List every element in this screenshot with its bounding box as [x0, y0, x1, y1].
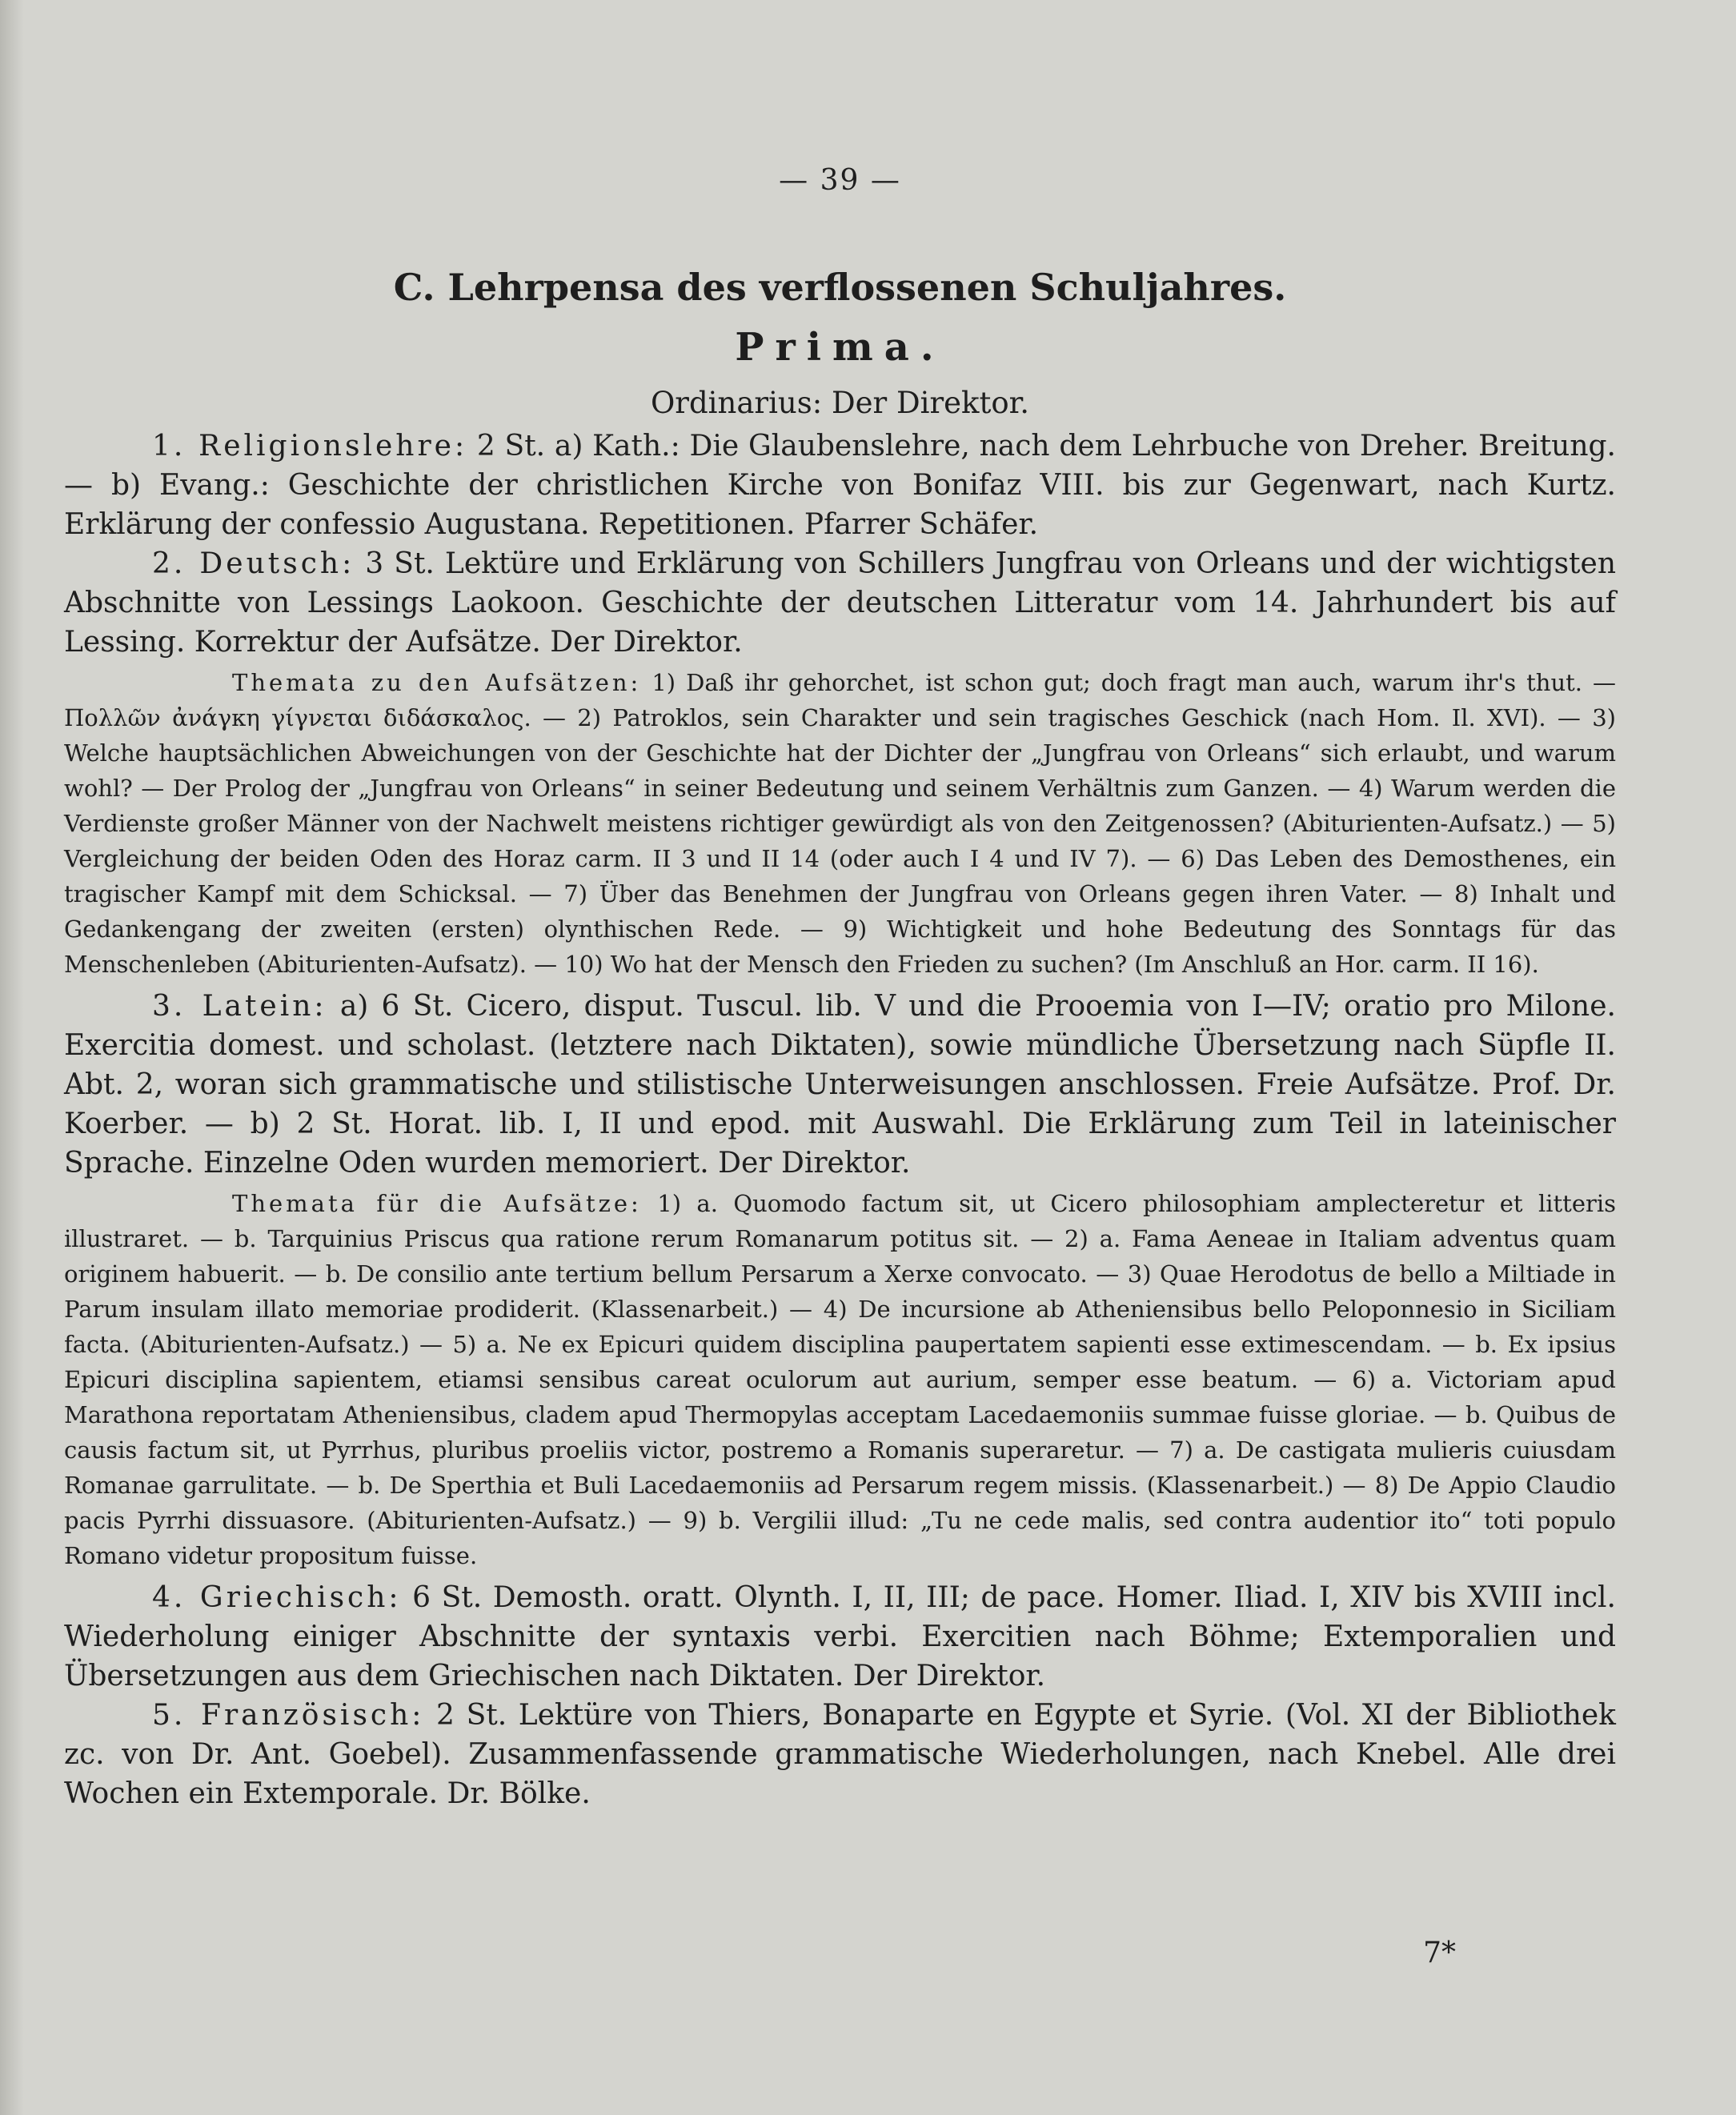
subject-latein: [64, 987, 1616, 1183]
subject-label: 3. Latein:: [152, 990, 327, 1023]
themata-deutsch: [64, 665, 1616, 982]
themata-label: Themata für die Aufsätze:: [232, 1190, 642, 1217]
subject-franzoesisch: [64, 1696, 1616, 1813]
class-heading: Prima.: [735, 325, 945, 370]
themata-label: Themata zu den Aufsätzen:: [232, 669, 642, 696]
subject-griechisch: [64, 1578, 1616, 1696]
themata-text: 1) Daß ihr gehorchet, ist schon gut; doch fragt man auch, warum ihr's thut. — Πολλῶν ἀνάγκη γίγνεται διδάσκαλος. — 2) Patroklos, sein Charakter und sein tragisches Geschick (nach Hom. Il. XVI). — 3) Welche hauptsächlichen Abweichungen von der Geschichte hat der Dichter der „Jungfrau von Orleans“ sich erlaubt, und warum wohl? — Der Prolog der „Jungfrau von Orleans“ in seiner Bedeutung und seinem Verhältnis zum Ganzen. — 4) Warum werden die Verdienste großer Männer von der Nachwelt meistens richtiger gewürdigt als von den Zeitgenossen? (Abiturienten-Aufsatz.) — 5) Vergleichung der beiden Oden des Horaz carm. II 3 und II 14 (oder auch I 4 und IV 7). — 6) Das Leben des Demosthenes, ein tragischer Kampf mit dem Schicksal. — 7) Über das Benehmen der Jungfrau von Orleans gegen ihren Vater. — 8) Inhalt und Gedankengang der zweiten (ersten) olynthischen Rede. — 9) Wichtigkeit und hohe Bedeutung des Sonntags für das Menschenleben (Abiturienten-Aufsatz). — 10) Wo hat der Mensch den Frieden zu suchen? (Im Anschluß an Hor. carm. II 16).: [64, 669, 1617, 978]
subject-label: 2. Deutsch:: [152, 547, 355, 580]
subject-text: 3 St. Lektüre und Erklärung von Schillers Jungfrau von Orleans und der wichtigsten Abschnitte von Lessings Laokoon. Geschichte der deutschen Litteratur vom 14. Jahrhundert bis auf Lessing. Korrektur der Aufsätze. Der Direktor.: [64, 547, 1617, 659]
subject-religion: [64, 427, 1616, 544]
subject-text: 2 St. Lektüre von Thiers, Bonaparte en Egypte et Syrie. (Vol. XI der Bibliothek zc. von Dr. Ant. Goebel). Zusammenfassende grammatische Wiederholungen, nach Knebel. Alle drei Wochen ein Extemporale. Dr. Bölke.: [64, 1699, 1616, 1810]
signature-mark: 7*: [1423, 1937, 1456, 1969]
page-number: — 39 —: [779, 164, 901, 197]
subject-text: 2 St. a) Kath.: Die Glaubenslehre, nach dem Lehrbuche von Dreher. Breitung. — b) Evang.: Geschichte der christlichen Kirche von Bonifaz VIII. bis zur Gegenwart, nach Kurtz. Erklärung der confessio Augustana. Repetitionen. Pfarrer Schäfer.: [64, 430, 1616, 541]
subject-text: 6 St. Demosth. oratt. Olynth. I, II, III; de pace. Homer. Iliad. I, XIV bis XVIII incl. Wiederholung einiger Abschnitte der syntaxis verbi. Exercitien nach Böhme; Extemporalien und Übersetzungen aus dem Griechischen nach Diktaten. Der Direktor.: [64, 1581, 1617, 1692]
ordinarius-line: Ordinarius: Der Direktor.: [650, 386, 1030, 420]
themata-latein: [64, 1186, 1616, 1573]
subject-label: 1. Religionslehre:: [152, 430, 468, 463]
subject-deutsch: [64, 544, 1616, 662]
subject-text: a) 6 St. Cicero, disput. Tuscul. lib. V und die Prooemia von I—IV; oratio pro Milone. Exercitia domest. und scholast. (letztere nach Diktaten), sowie mündliche Übersetzung nach Süpfle II. Abt. 2, woran sich grammatische und stilistische Unterweisungen anschlossen. Freie Aufsätze. Prof. Dr. Koerber. — b) 2 St. Horat. lib. I, II und epod. mit Auswahl. Die Erklärung zum Teil in lateinischer Sprache. Einzelne Oden wurden memoriert. Der Direktor.: [64, 990, 1616, 1180]
themata-text: 1) a. Quomodo factum sit, ut Cicero philosophiam amplecteretur et litteris illustraret. — b. Tarquinius Priscus qua ratione rerum Romanarum potitus sit. — 2) a. Fama Aeneae in Italiam adventus quam originem habuerit. — b. De consilio ante tertium bellum Persarum a Xerxe convocato. — 3) Quae Herodotus de bello a Miltiade in Parum insulam illato memoriae prodiderit. (Klassenarbeit.) — 4) De incursione ab Atheniensibus bello Peloponnesio in Siciliam facta. (Abiturienten-Aufsatz.) — 5) a. Ne ex Epicuri quidem disciplina paupertatem sapienti esse extimescendam. — b. Ex ipsius Epicuri disciplina sapientem, etiamsi sensibus careat oculorum aut aurium, semper esse beatum. — 6) a. Victoriam apud Marathona reportatam Atheniensibus, cladem apud Thermopylas acceptam Lacedaemoniis summae fuisse gloriae. — b. Quibus de causis factum sit, ut Pyrrhus, pluribus proeliis victor, postremo a Romanis superaretur. — 7) a. De castigata mulieris cuiusdam Romanae garrulitate. — b. De Sperthia et Buli Lacedaemoniis ad Persarum regem missis. (Klassenarbeit.) — 8) De Appio Claudio pacis Pyrrhi dissuasore. (Abiturienten-Aufsatz.) — 9) b. Vergilii illud: „Tu ne cede malis, sed contra audentior ito“ toti populo Romano videtur propositum fuisse.: [64, 1190, 1617, 1569]
subject-label: 5. Französisch:: [152, 1699, 425, 1732]
subject-label: 4. Griechisch:: [152, 1581, 402, 1614]
section-heading: C. Lehrpensa des verflossenen Schuljahres.: [393, 266, 1287, 309]
